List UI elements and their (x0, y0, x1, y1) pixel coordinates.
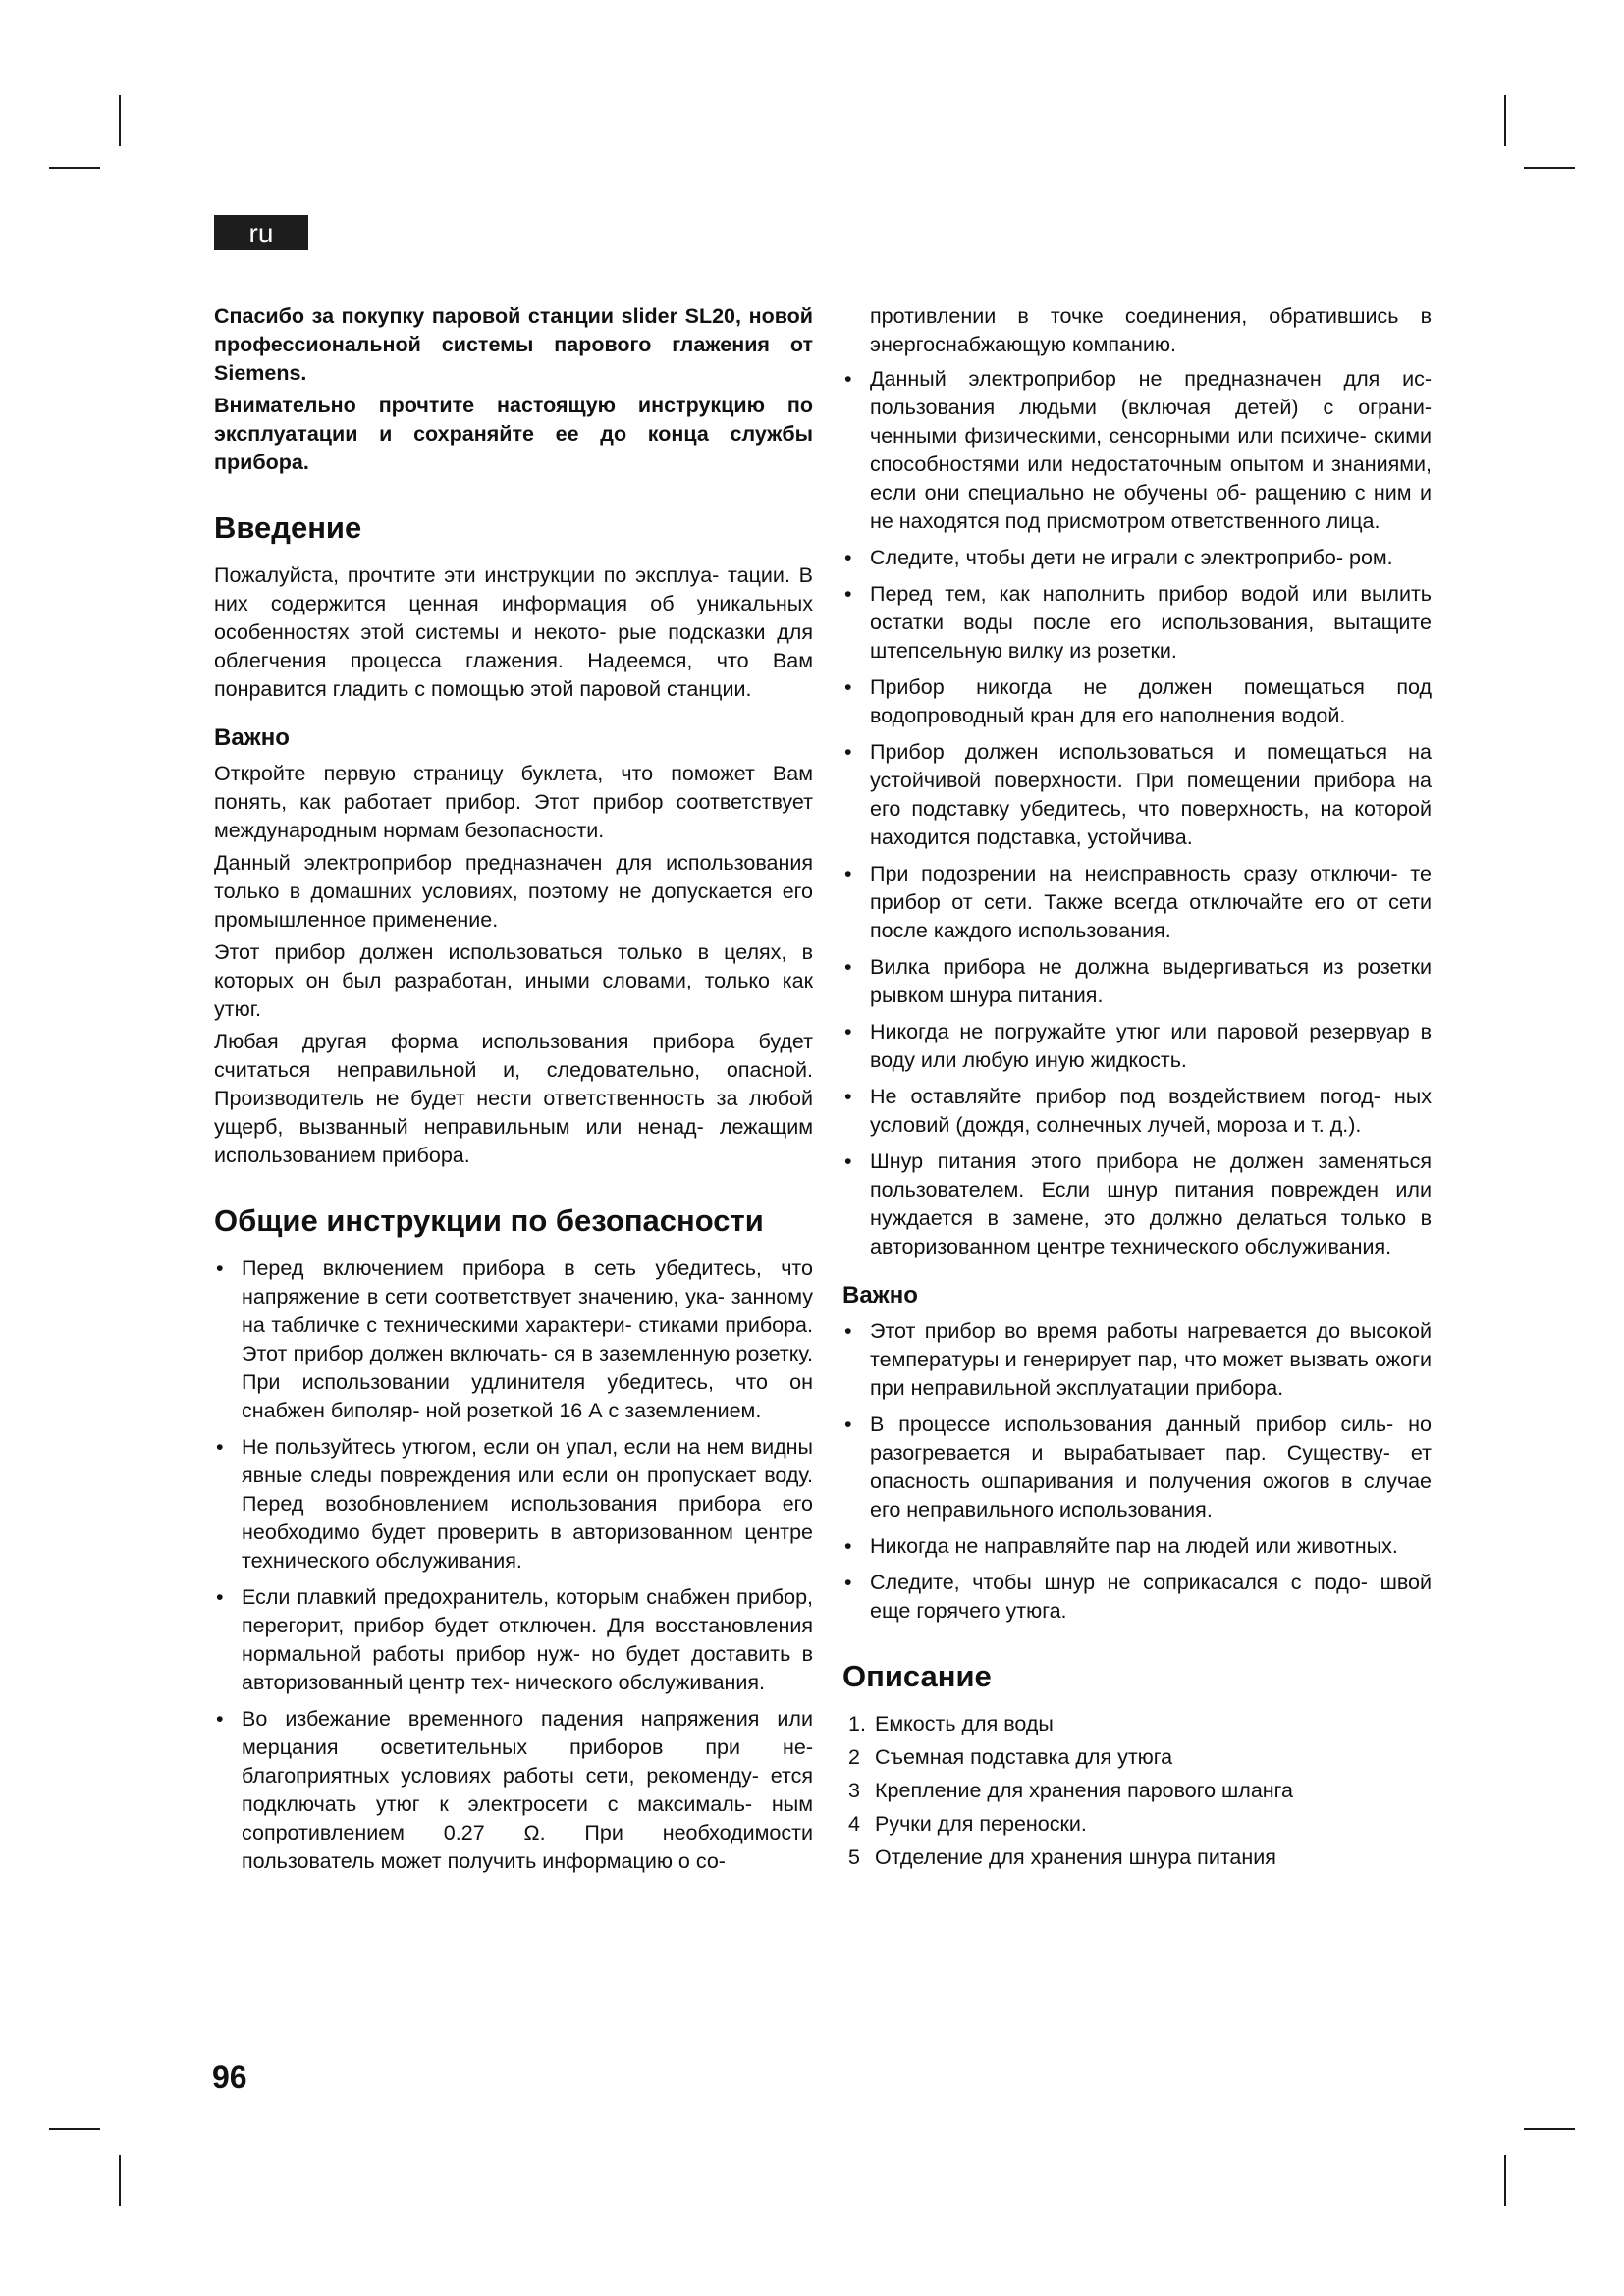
crop-mark (1524, 2128, 1575, 2130)
right-column (842, 302, 1432, 1877)
list-item: • Не оставляйте прибор под воздействием погод- ных условий (дождя, солнечных лучей, мороза и т. д.). (842, 1083, 1432, 1140)
heading-important: Важно (842, 1282, 918, 1308)
paragraph: Этот прибор должен использоваться только в целях, в которых он был разработан, иными словами, только как утюг. (214, 940, 813, 1021)
item-number: 5 (848, 1845, 860, 1869)
item-number: 1. (848, 1712, 866, 1735)
description-item (842, 1710, 1432, 1738)
crop-mark (49, 2128, 100, 2130)
list-item: • Шнур питания этого прибора не должен заменяться пользователем. Если шнур питания поврежден или нуждается в замене, это должно делаться только в авторизованном центре технического обслуживания. (842, 1148, 1432, 1261)
continued-text: противлении в точке соединения, обратившись в энергоснабжающую компанию. (870, 304, 1432, 356)
list-item: • Прибор должен использоваться и помещаться на устойчивой поверхности. При помещении прибора на его подставку убедитесь, что поверхность, на которой находится подставка, устойчива. (842, 738, 1432, 852)
item-text: Крепление для хранения парового шланга (875, 1779, 1294, 1802)
list-item: • Перед тем, как наполнить прибор водой или вылить остатки воды после его использования, вытащите штепсельную вилку из розетки. (842, 580, 1432, 666)
heading-important: Важно (214, 724, 290, 751)
list-item: • При подозрении на неисправность сразу отключи- те прибор от сети. Также всегда отключайте его от сети после каждого использования. (842, 860, 1432, 945)
left-column (214, 302, 813, 1884)
list-item: • Никогда не погружайте утюг или паровой резервуар в воду или любую иную жидкость. (842, 1018, 1432, 1075)
description-item (842, 1743, 1432, 1772)
crop-mark (49, 167, 100, 169)
list-item: • Следите, чтобы шнур не соприкасался с подо- швой еще горячего утюга. (842, 1569, 1432, 1626)
crop-mark (119, 2155, 121, 2206)
safety-list-continued (842, 365, 1432, 1261)
item-number: 2 (848, 1745, 860, 1769)
item-number: 3 (848, 1779, 860, 1802)
list-item: • Следите, чтобы дети не играли с электроприбо- ром. (842, 544, 1432, 572)
item-text: Отделение для хранения шнура питания (875, 1845, 1276, 1869)
paragraph: Данный электроприбор предназначен для использования только в домашних условиях, поэтому не допускается его промышленное применение. (214, 851, 813, 932)
item-text: Емкость для воды (875, 1712, 1054, 1735)
list-item: • Прибор никогда не должен помещаться под водопроводный кран для его наполнения водой. (842, 673, 1432, 730)
page-number: 96 (212, 2059, 247, 2095)
description-item (842, 1843, 1432, 1872)
list-item: • Данный электроприбор не предназначен для ис- пользования людьми (включая детей) с ограни- ченными физическими, сенсорными или психиче- скими способностями или недостаточным опытом и знаниями, если они специально не обучены об- ращению с ним и не находятся под присмотром ответственного лица. (842, 365, 1432, 536)
heading-introduction: Введение (214, 510, 362, 545)
crop-mark (1504, 2155, 1506, 2206)
item-text: Ручки для переноски. (875, 1812, 1087, 1836)
list-item: • Этот прибор во время работы нагревается до высокой температуры и генерирует пар, что может вызвать ожоги при неправильной эксплуатации прибора. (842, 1317, 1432, 1403)
list-item: • Не пользуйтесь утюгом, если он упал, если на нем видны явные следы повреждения или если он пропускает воду. Перед возобновлением использования прибора его необходимо будет проверить в авторизованном центре технического обслуживания. (214, 1433, 813, 1575)
intro-paragraph: Спасибо за покупку паровой станции slider SL20, новой профессиональной системы парового глажения от Siemens. (214, 304, 813, 385)
description-list (842, 1710, 1432, 1872)
description-item (842, 1777, 1432, 1805)
list-item: • Если плавкий предохранитель, которым снабжен прибор, перегорит, прибор будет отключен. Для восстановления нормальной работы прибор нуж- но будет доставить в авторизованный центр тех- нического обслуживания. (214, 1583, 813, 1697)
paragraph: Откройте первую страницу буклета, что поможет Вам понять, как работает прибор. Этот прибор соответствует международным нормам безопасности. (214, 762, 813, 842)
heading-safety: Общие инструкции по безопасности (214, 1203, 764, 1238)
paragraph: Любая другая форма использования прибора будет считаться неправильной и, следовательно, опасной. Производитель не будет нести ответственность за любой ущерб, вызванный неправильным или ненад- лежащим использованием прибора. (214, 1030, 813, 1167)
heading-description: Описание (842, 1659, 992, 1693)
list-item: • Вилка прибора не должна выдергиваться из розетки рывком шнура питания. (842, 953, 1432, 1010)
item-number: 4 (848, 1812, 860, 1836)
intro-paragraph: Внимательно прочтите настоящую инструкцию по эксплуатации и сохраняйте ее до конца службы прибора. (214, 394, 813, 474)
safety-list (214, 1255, 813, 1876)
item-text: Съемная подставка для утюга (875, 1745, 1173, 1769)
list-item: • В процессе использования данный прибор силь- но разогревается и вырабатывает пар. Существу- ет опасность ошпаривания и получения ожогов в случае его неправильного использования. (842, 1411, 1432, 1524)
crop-mark (1504, 95, 1506, 146)
crop-mark (119, 95, 121, 146)
important-list (842, 1317, 1432, 1626)
paragraph: Пожалуйста, прочтите эти инструкции по эксплуа- тации. В них содержится ценная информация об уникальных особенностях этой системы и некото- рые подсказки для облегчения процесса глажения. Надеемся, что Вам понравится гладить с помощью этой паровой станции. (214, 563, 813, 701)
list-item: • Во избежание временного падения напряжения или мерцания осветительных приборов при не- благоприятных условиях работы сети, рекоменду- ется подключать утюг к электросети с максималь- ным сопротивлением 0.27 Ω. При необходимости пользователь может получить информацию о со- (214, 1705, 813, 1876)
language-tab: ru (214, 215, 308, 250)
list-item: • Никогда не направляйте пар на людей или животных. (842, 1532, 1432, 1561)
description-item (842, 1810, 1432, 1839)
crop-mark (1524, 167, 1575, 169)
list-item: • Перед включением прибора в сеть убедитесь, что напряжение в сети соответствует значению, ука- занному на табличке с техническими характери- стиками прибора. Этот прибор должен включать- ся в заземленную розетку. При использовании удлинителя убедитесь, что он снабжен биполяр- ной розеткой 16 А с заземлением. (214, 1255, 813, 1425)
